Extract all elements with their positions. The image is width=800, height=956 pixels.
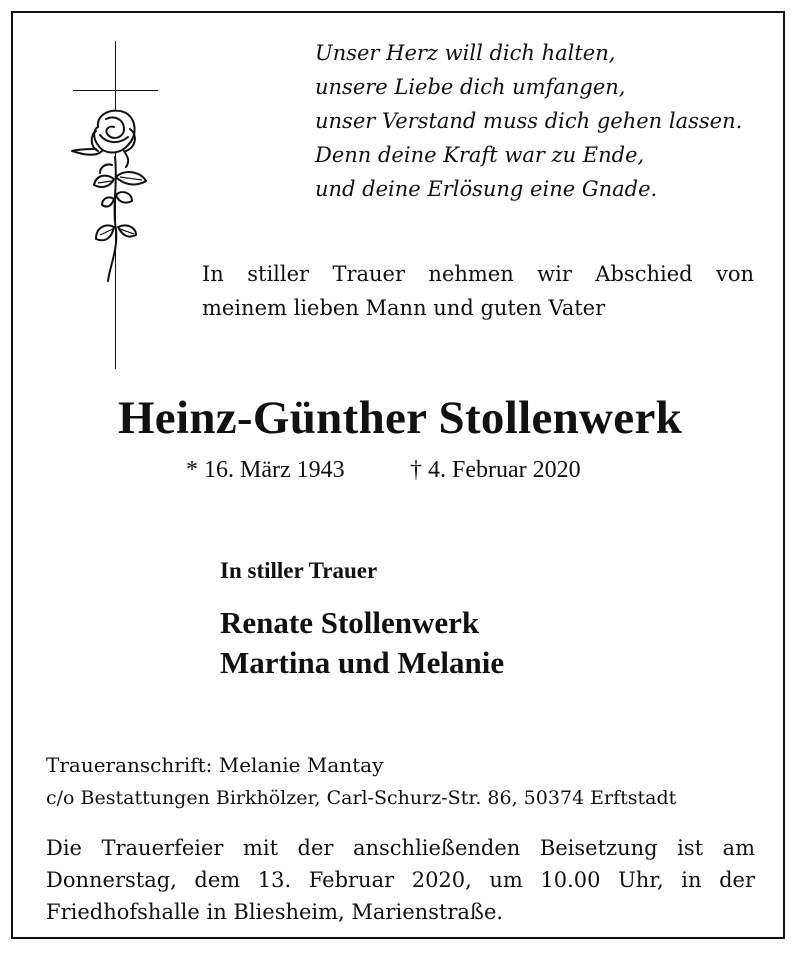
poem-line: unsere Liebe dich umfangen, (315, 75, 626, 99)
poem-line: unser Verstand muss dich gehen lassen. (315, 109, 743, 133)
mourners-names (220, 603, 504, 683)
poem (315, 36, 742, 206)
deceased-name: Heinz-Günther Stollenwerk (117, 392, 683, 444)
address-line: c/o Bestattungen Birkhölzer, Carl-Schurz-Str. 86, 50374 Erftstadt (46, 787, 677, 809)
ceremony-line: Die Trauerfeier mit der anschließenden Beisetzung ist am (46, 836, 755, 860)
birth-date: * 16. März 1943 (186, 457, 345, 483)
mourners-label: In stiller Trauer (220, 558, 378, 583)
poem-line: Unser Herz will dich halten, (315, 41, 616, 65)
ceremony-info (46, 832, 755, 928)
mourning-address (46, 749, 676, 815)
death-date: † 4. Februar 2020 (410, 457, 581, 483)
rose-icon (66, 105, 162, 283)
intro-text (202, 257, 754, 325)
cross-icon-bar (73, 90, 158, 91)
ceremony-line: Friedhofshalle in Bliesheim, Marienstraße. (46, 900, 504, 924)
ceremony-line: Donnerstag, dem 13. Februar 2020, um 10.00 Uhr, in der (46, 868, 755, 892)
mourner-name: Martina und Melanie (220, 645, 505, 680)
mourner-name: Renate Stollenwerk (220, 605, 480, 640)
intro-line: meinem lieben Mann und guten Vater (202, 296, 606, 320)
intro-line: In stiller Trauer nehmen wir Abschied von (202, 262, 754, 286)
address-line: Traueranschrift: Melanie Mantay (46, 753, 384, 777)
poem-line: Denn deine Kraft war zu Ende, (315, 143, 645, 167)
poem-line: und deine Erlösung eine Gnade. (315, 177, 658, 201)
